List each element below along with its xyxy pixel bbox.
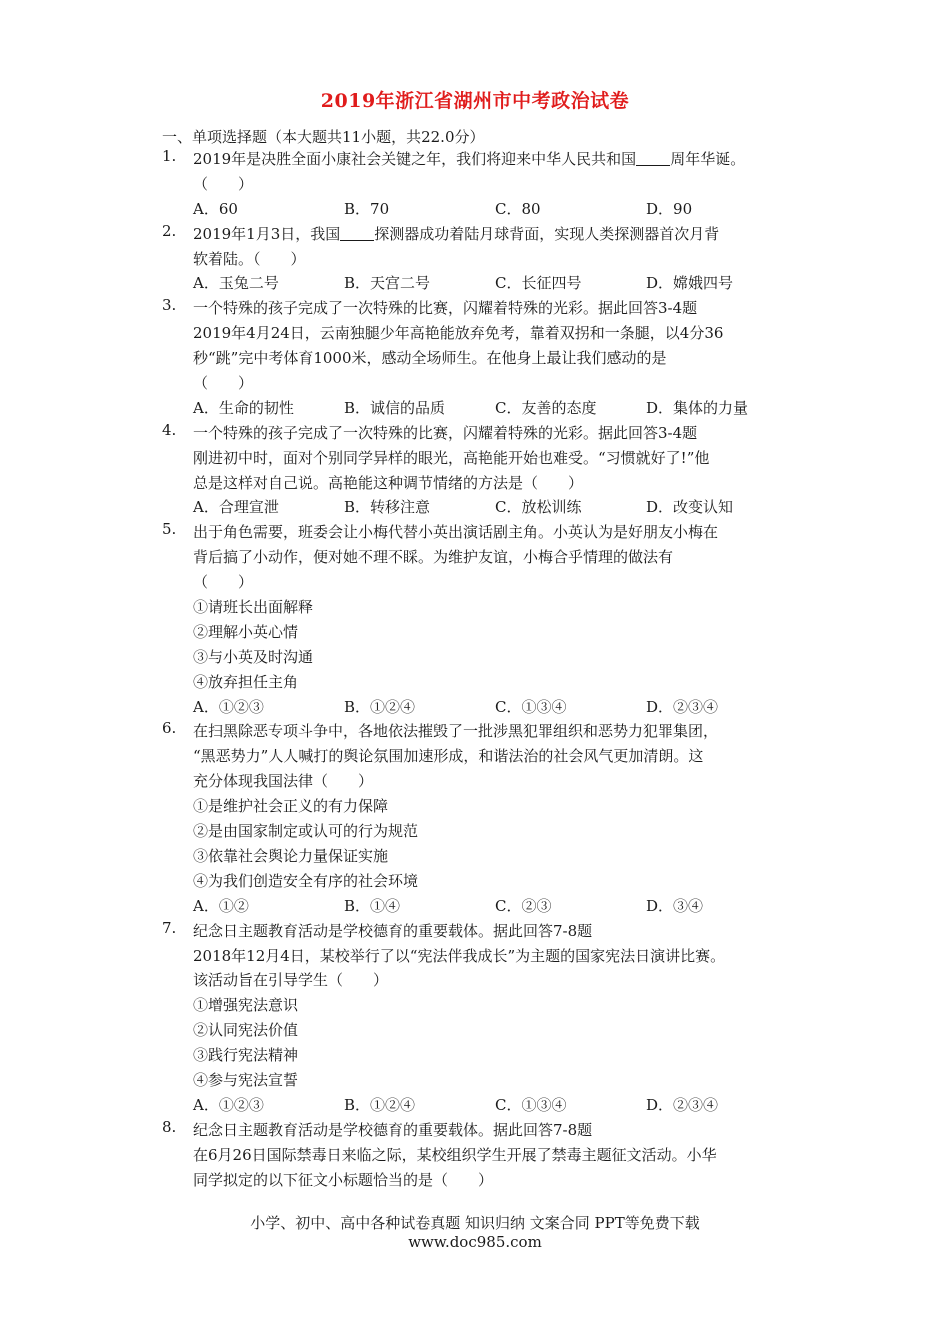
option-d: D．②③④ [646, 697, 719, 716]
answer-blank [636, 149, 670, 166]
question-3 [162, 296, 812, 420]
option-a: A．①②③ [193, 697, 264, 716]
option-a: A．①② [193, 896, 249, 915]
question-text: 2019年是决胜全面小康社会关键之年，我们将迎来中华人民共和国 周年华诞。 [193, 150, 746, 168]
question-list [162, 147, 812, 1192]
answer-blank [340, 224, 374, 241]
question-text: 2019年1月3日，我国 探测器成功着陆月球背面，实现人类探测器首次月背 [193, 224, 720, 243]
page-title: 2019年浙江省湖州市中考政治试卷 [320, 90, 630, 112]
question-number: 6. [162, 719, 177, 738]
question-text: 同学拟定的以下征文小标题恰当的是（ ） [193, 1170, 494, 1189]
option-d: D．集体的力量 [646, 398, 749, 417]
question-7 [162, 919, 812, 1118]
question-text: （ ） [193, 374, 254, 393]
question-text: 一个特殊的孩子完成了一次特殊的比赛，闪耀着特殊的光彩。据此回答3-4题 [193, 299, 698, 318]
question-number: 7. [162, 918, 177, 937]
question-number: 1. [162, 147, 177, 165]
options-row [193, 1093, 812, 1118]
option-d: D．90 [646, 199, 693, 218]
option-c: C．②③ [495, 896, 552, 915]
question-2 [162, 222, 812, 297]
question-text: “黑恶势力”人人喊打的舆论氛围加速形成，和谐法治的社会风气更加清朗。这 [193, 747, 704, 766]
question-text: （ ） [193, 573, 254, 592]
question-text: 总是这样对自己说。高艳能这种调节情绪的方法是（ ） [193, 473, 584, 492]
statement-item: ①请班长出面解释 [193, 598, 314, 617]
question-text: 软着陆。（ ） [193, 249, 306, 268]
option-d: D．改变认知 [646, 498, 734, 517]
question-text: 背后搞了小动作，便对她不理不睬。为维护友谊，小梅合乎情理的做法有 [193, 548, 674, 567]
question-text: 纪念日主题教育活动是学校德育的重要载体。据此回答7-8题 [193, 921, 593, 940]
statement-item: ②理解小英心情 [193, 622, 299, 641]
options-row [193, 197, 812, 222]
options-row [193, 495, 812, 520]
question-text: 刚进初中时，面对个别同学异样的眼光，高艳能开始也难受。“习惯就好了!”他 [193, 448, 710, 467]
statement-item: ②认同宪法价值 [193, 1021, 299, 1040]
question-1 [162, 147, 812, 222]
statement-item: ④为我们创造安全有序的社会环境 [193, 871, 419, 890]
question-text: 一个特殊的孩子完成了一次特殊的比赛，闪耀着特殊的光彩。据此回答3-4题 [193, 423, 698, 442]
option-a: A．生命的韧性 [193, 398, 294, 417]
option-b: B．①②④ [344, 697, 416, 716]
option-a: A．玉兔二号 [193, 274, 279, 293]
option-d: D．嫦娥四号 [646, 274, 734, 293]
options-row [193, 695, 812, 720]
option-b: B．天宫二号 [344, 274, 431, 293]
option-b: B．70 [344, 199, 390, 218]
options-row [193, 396, 812, 421]
statement-item: ④参与宪法宣誓 [193, 1070, 299, 1089]
option-a: A．①②③ [193, 1095, 264, 1114]
question-number: 3. [162, 296, 177, 315]
options-row [193, 271, 812, 296]
statement-item: ③依靠社会舆论力量保证实施 [193, 846, 389, 865]
footer-text: 小学、初中、高中各种试卷真题 知识归纳 文案合同 PPT等免费下载 [250, 1214, 700, 1232]
options-row [193, 894, 812, 919]
option-b: B．转移注意 [344, 498, 431, 517]
question-text: 在6月26日国际禁毒日来临之际，某校组织学生开展了禁毒主题征文活动。小华 [193, 1145, 717, 1164]
question-number: 8. [162, 1117, 177, 1136]
option-d: D．②③④ [646, 1095, 719, 1114]
question-6 [162, 719, 812, 918]
option-a: A．60 [193, 199, 238, 218]
question-8 [162, 1118, 812, 1193]
statement-item: ②是由国家制定或认可的行为规范 [193, 822, 419, 841]
option-c: C．放松训练 [495, 498, 582, 517]
statement-item: ①增强宪法意识 [193, 996, 299, 1015]
question-text: 纪念日主题教育活动是学校德育的重要载体。据此回答7-8题 [193, 1120, 593, 1139]
question-text: 2018年12月4日，某校举行了以“宪法伴我成长”为主题的国家宪法日演讲比赛。 [193, 946, 726, 965]
question-4 [162, 421, 812, 521]
option-d: D．③④ [646, 896, 704, 915]
statement-item: ①是维护社会正义的有力保障 [193, 797, 389, 816]
question-text: 该活动旨在引导学生（ ） [193, 971, 389, 990]
section-heading: 一、单项选择题（本大题共11小题，共22.0分） [162, 128, 485, 146]
question-number: 4. [162, 420, 177, 439]
statement-item: ④放弃担任主角 [193, 672, 299, 691]
option-c: C．①③④ [495, 1095, 567, 1114]
option-c: C．80 [495, 199, 541, 218]
question-text: 2019年4月24日，云南独腿少年高艳能放弃免考，靠着双拐和一条腿，以4分36 [193, 324, 724, 343]
question-5 [162, 520, 812, 719]
question-number: 2. [162, 221, 177, 240]
question-text: 充分体现我国法律（ ） [193, 772, 374, 791]
question-text: 秒“跳”完中考体育1000米，感动全场师生。在他身上最让我们感动的是 [193, 349, 667, 368]
question-text: （ ） [193, 174, 254, 193]
option-b: B．①②④ [344, 1095, 416, 1114]
option-b: B．诚信的品质 [344, 398, 446, 417]
statement-item: ③践行宪法精神 [193, 1046, 299, 1065]
footer-link[interactable]: www.doc985.com [408, 1233, 542, 1251]
option-c: C．长征四号 [495, 274, 582, 293]
option-a: A．合理宣泄 [193, 498, 279, 517]
option-b: B．①④ [344, 896, 401, 915]
question-text: 出于角色需要，班委会让小梅代替小英出演话剧主角。小英认为是好朋友小梅在 [193, 523, 719, 542]
question-text: 在扫黑除恶专项斗争中，各地依法摧毁了一批涉黑犯罪组织和恶势力犯罪集团， [193, 722, 719, 741]
question-number: 5. [162, 520, 177, 539]
option-c: C．①③④ [495, 697, 567, 716]
option-c: C．友善的态度 [495, 398, 597, 417]
statement-item: ③与小英及时沟通 [193, 647, 314, 666]
